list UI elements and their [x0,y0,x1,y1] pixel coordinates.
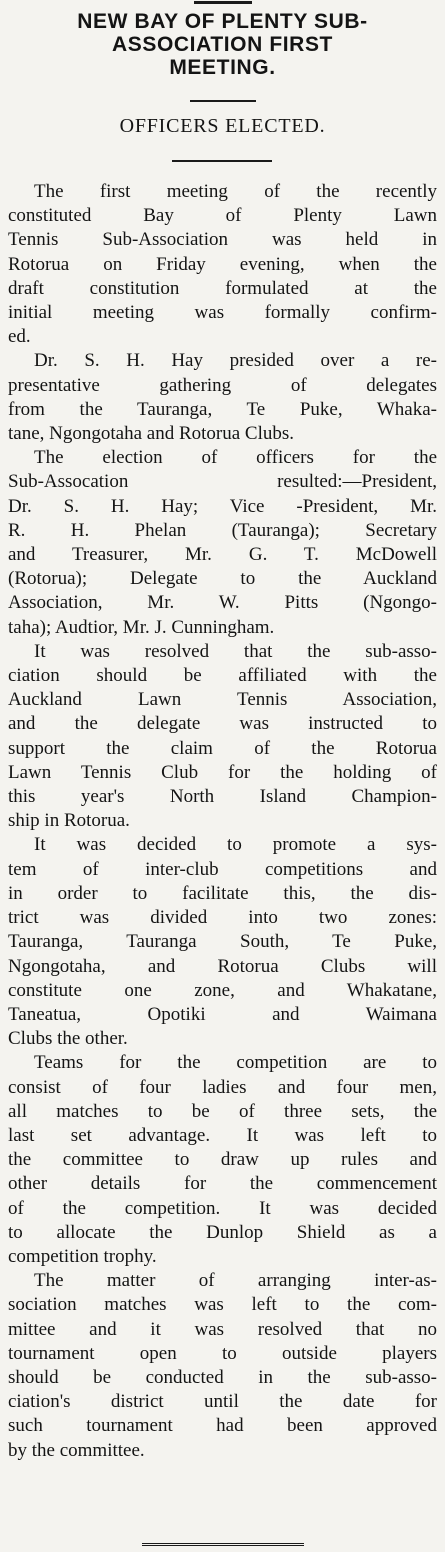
paragraph-line: to allocate the Dunlop Shield as a [8,1221,437,1243]
paragraph-line: Dr. S. H. Hay; Vice -President, Mr. [8,495,437,517]
paragraph-line: The matter of arranging inter-as- [34,1270,437,1292]
paragraph-line: by the committee. [8,1439,145,1461]
paragraph-line: Tauranga, Tauranga South, Te Puke, [8,931,437,953]
paragraph-line: Teams for the competition are to [34,1052,437,1074]
paragraph-line: presentative gathering of delegates [8,374,437,396]
paragraph-line: other details for the commencement [8,1173,437,1195]
paragraph-line: constitute one zone, and Whakatane, [8,979,437,1001]
paragraph-line: Lawn Tennis Club for the holding of [8,761,437,783]
paragraph-line: The first meeting of the recently [34,181,437,202]
article-paragraph [8,180,437,349]
paragraph-line: this year's North Island Champion- [8,786,437,808]
headline [0,10,445,79]
headline-divider [190,100,256,102]
article-paragraph [8,349,437,446]
paragraph-line: Tennis Sub-Association was held in [8,229,437,251]
headline-line: ASSOCIATION FIRST [112,33,333,56]
bottom-rule [142,1543,304,1546]
paragraph-line: The election of officers for the [34,447,437,469]
paragraph-line: Association, Mr. W. Pitts (Ngongo- [8,592,437,614]
paragraph-line: (Rotorua); Delegate to the Auckland [8,568,437,590]
paragraph-line: Taneatua, Opotiki and Waimana [8,1003,437,1025]
paragraph-line: ed. [8,326,31,348]
paragraph-line: tane, Ngongotaha and Rotorua Clubs. [8,423,295,445]
paragraph-line: Dr. S. H. Hay presided over a re- [34,350,437,372]
paragraph-line: all matches to be of three sets, the [8,1100,437,1122]
article-body [8,180,437,1463]
paragraph-line: taha); Audtior, Mr. J. Cunningham. [8,616,275,638]
paragraph-line: and Treasurer, Mr. G. T. McDowell [8,544,437,566]
paragraph-line: tournament open to outside players [8,1342,437,1364]
paragraph-line: should be conducted in the sub-asso- [8,1366,437,1388]
paragraph-line: tem of inter-club competitions and [8,858,437,880]
top-rule [194,1,252,4]
paragraph-line: consist of four ladies and four men, [8,1076,437,1098]
paragraph-line: the committee to draw up rules and [8,1149,437,1171]
article-paragraph [8,1269,437,1463]
paragraph-line: such tournament had been approved [8,1415,437,1437]
article-paragraph [8,833,437,1051]
paragraph-line: in order to facilitate this, the dis- [8,882,437,904]
article-paragraph [8,446,437,640]
paragraph-line: draft constitution formulated at the [8,277,437,299]
paragraph-line: last set advantage. It was left to [8,1124,437,1146]
paragraph-line: trict was divided into two zones: [8,907,437,929]
paragraph-line: support the claim of the Rotorua [8,737,437,759]
paragraph-line: of the competition. It was decided [8,1197,437,1219]
paragraph-line: ciation should be affiliated with the [8,665,437,687]
subheadline: OFFICERS ELECTED. [119,115,326,137]
subhead-divider [172,160,272,162]
paragraph-line: Auckland Lawn Tennis Association, [8,689,437,711]
paragraph-line: It was decided to promote a sys- [34,834,437,856]
paragraph-line: initial meeting was formally confirm- [8,302,437,324]
paragraph-line: Clubs the other. [8,1028,128,1050]
paragraph-line: It was resolved that the sub-asso- [34,640,437,662]
paragraph-line: mittee and it was resolved that no [8,1318,437,1340]
headline-line: NEW BAY OF PLENTY SUB- [77,10,368,33]
paragraph-line: Ngongotaha, and Rotorua Clubs will [8,955,437,977]
article-paragraph [8,1051,437,1269]
paragraph-line: competition trophy. [8,1245,157,1267]
paragraph-line: from the Tauranga, Te Puke, Whaka- [8,398,437,420]
paragraph-line: ship in Rotorua. [8,810,130,832]
paragraph-line: and the delegate was instructed to [8,713,437,735]
paragraph-line: ciation's district until the date for [8,1391,437,1413]
paragraph-line: constituted Bay of Plenty Lawn [8,205,437,227]
paragraph-line: Sub-Assocation resulted:—President, [8,471,437,493]
paragraph-line: Rotorua on Friday evening, when the [8,253,437,275]
paragraph-line: R. H. Phelan (Tauranga); Secretary [8,519,437,541]
headline-line: MEETING. [169,56,276,79]
paragraph-line: sociation matches was left to the com- [8,1294,437,1316]
article-paragraph [8,640,437,834]
